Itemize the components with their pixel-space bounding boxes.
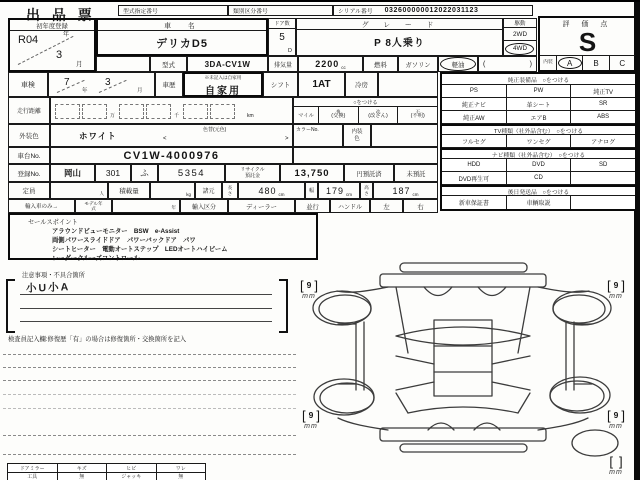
- registration-number: 5354: [158, 164, 225, 182]
- length-label: 長さ: [222, 182, 238, 199]
- height-number: 187: [392, 185, 411, 196]
- write-in-line: [3, 454, 296, 455]
- displacement-unit: cc: [341, 65, 346, 70]
- write-in-line: [3, 354, 296, 355]
- history-value-box: [183, 72, 263, 97]
- equip-ps: PS: [442, 85, 507, 97]
- month-unit: 月: [76, 61, 83, 68]
- class-category-no-box: [228, 5, 333, 16]
- model-year-value-cell: [112, 199, 180, 213]
- import-dealer-option: ディーラー: [228, 199, 295, 213]
- load-value-cell: [150, 182, 195, 199]
- recycle-deposit-label: リサイクル預託金: [225, 164, 280, 182]
- first-registration-month: 3: [56, 49, 63, 61]
- drive-selected-circle: [505, 43, 534, 55]
- tools-label: 工具: [8, 473, 58, 480]
- mileage-km-unit: km: [247, 113, 254, 119]
- empty-cell: [571, 196, 635, 209]
- opt-mark: 改: [375, 109, 381, 115]
- interior-color-label: 内装色: [343, 124, 371, 147]
- opt-text: (不明): [410, 113, 425, 120]
- opt-mark: 不: [415, 109, 420, 115]
- height-label: 高さ: [360, 182, 373, 199]
- shaken-month: 3: [105, 77, 111, 88]
- interior-grade-label: 内装: [540, 56, 557, 70]
- sales-point-line: シートヒーター 電動オートステップ LEDオートハイビーム: [52, 246, 228, 253]
- fuel-other-paren-cell: [478, 56, 537, 72]
- equip-genuine-navi: 純正ナビ: [442, 98, 507, 110]
- color-no-label: カラーNo.: [296, 127, 319, 133]
- handle-right-option: 右: [403, 199, 438, 213]
- write-in-line: [3, 380, 296, 381]
- navi-hdd: HDD: [442, 159, 507, 171]
- first-registration-year: R04: [18, 34, 39, 46]
- page-title: 出 品 票: [26, 7, 96, 23]
- recycle-not-deposited-label: 未預託: [394, 164, 438, 182]
- equipment-row: [442, 85, 635, 98]
- width-value: [318, 182, 360, 199]
- mile-label: マイル: [294, 107, 319, 123]
- aircon-label: 冷房: [345, 72, 378, 97]
- equipment-header-later-shipment: 後日発送品 ○をつける: [442, 185, 635, 196]
- bracket-close: ]: [314, 278, 318, 293]
- exterior-color-cell: [50, 124, 293, 147]
- tread-rear-left: [293, 408, 329, 430]
- mileage-man-unit: 万: [110, 113, 116, 119]
- notes-bracket-right: [279, 279, 288, 333]
- equipment-header-tv-type: TV種類（社外品含む） ○をつける: [442, 124, 635, 135]
- chassis-no-value: CV1W-4000976: [50, 147, 293, 164]
- sales-points-label: セールスポイント: [28, 219, 78, 226]
- break-label: ワレ: [175, 465, 186, 472]
- bracket-open: [: [302, 408, 306, 423]
- equip-genuine-tv: 純正TV: [593, 89, 614, 96]
- vehicle-diagram: [290, 260, 640, 480]
- sales-point-line: アラウンドビューモニター BSW e-Assist: [52, 228, 180, 235]
- model-designation-no-label: 型式指定番号: [123, 9, 158, 15]
- inspector-note: 検査員記入欄:修復歴「有」の場合は修復箇所・交換箇所を記入: [8, 336, 187, 343]
- empty-cell: [96, 56, 150, 72]
- equip-leather-seat: 革シート: [507, 98, 572, 110]
- class-category-no-label: 類別区分番号: [233, 9, 268, 15]
- drive-label: 駆動: [504, 19, 536, 28]
- registration-no-label: 登録No.: [8, 164, 50, 182]
- opt-text: (交換): [331, 113, 346, 120]
- owner-manual: 車輌取説: [507, 196, 572, 209]
- fuel-label: 燃料: [363, 56, 398, 72]
- odometer-replaced-option: [319, 107, 359, 123]
- grade-box: [296, 18, 503, 56]
- drive-box: [503, 18, 537, 56]
- interior-color-value-cell: [371, 124, 438, 147]
- tread-rear-right: [598, 408, 634, 430]
- load-label: 積載量: [108, 182, 150, 199]
- registration-region: 岡山: [50, 164, 95, 182]
- write-in-line: [3, 435, 296, 436]
- crack-label: ヒビ: [107, 464, 157, 472]
- empty-cell: [378, 72, 438, 97]
- mm-unit: mm: [609, 423, 623, 430]
- history-label: 車歴: [155, 72, 183, 97]
- capacity-unit: 人: [99, 191, 104, 196]
- cm-unit: cm: [346, 192, 353, 197]
- tv-fullseg: フルセグ: [442, 135, 507, 147]
- jack-label: ジャッキ: [107, 473, 157, 480]
- interior-grade-c: C: [619, 58, 626, 68]
- handle-left-option: 左: [370, 199, 403, 213]
- equip-abs: ABS: [597, 114, 610, 120]
- recolor-open: <: [163, 136, 167, 142]
- bracket-open: [: [300, 278, 304, 293]
- tread-fl-value: 9: [306, 280, 312, 290]
- tread-rl-value: 9: [308, 410, 314, 420]
- recycle-deposit-value: 13,750: [280, 164, 344, 182]
- cm-unit: cm: [278, 192, 285, 197]
- write-in-line: [3, 367, 296, 368]
- bracket-open: [: [607, 278, 611, 293]
- bracket-close: ]: [316, 408, 320, 423]
- model-year-unit: 年: [171, 205, 176, 210]
- first-registration-box: [8, 18, 96, 72]
- model-code-value: 3DA-CV1W: [187, 56, 268, 72]
- navi-dvd: DVD: [507, 159, 572, 171]
- rating-score: S: [578, 27, 597, 57]
- model-designation-no-box: [118, 5, 228, 16]
- rating-box: [538, 16, 637, 72]
- recolor-label: 色替(元色): [203, 127, 227, 133]
- car-name-label: 車 名: [98, 20, 266, 31]
- car-name-box: [96, 18, 268, 56]
- paren-open: (: [483, 60, 486, 68]
- load-unit: kg: [186, 192, 191, 197]
- mm-unit: mm: [304, 423, 318, 430]
- notes-bracket-left: [6, 279, 15, 333]
- sales-point-line: 両側パワースライドドア パワーバックドア パワ: [52, 237, 196, 244]
- equip-genuine-aw: 純正AW: [442, 111, 507, 123]
- color-no-cell: [293, 124, 343, 147]
- jack-none-value: 無: [178, 474, 184, 480]
- bracket-close: ]: [621, 408, 625, 423]
- serial-no-value: 032600000012022031123: [384, 7, 479, 14]
- mileage-flags-group: [293, 97, 438, 124]
- dims-label: 諸元: [195, 182, 222, 199]
- interior-grade-a: A: [557, 56, 583, 70]
- notes-line: [20, 321, 272, 322]
- tread-spare: [598, 454, 634, 476]
- capacity-label: 定員: [8, 182, 50, 199]
- drive-option-4wd: 4WD: [513, 44, 527, 52]
- rating-label: 評 価 点: [562, 21, 613, 28]
- opt-text: (改ざん): [368, 113, 388, 120]
- equipment-row: [442, 159, 635, 172]
- width-label: 幅: [305, 182, 318, 199]
- navi-sd: SD: [599, 162, 608, 168]
- equipment-header-genuine: 純正装備品 ○をつける: [442, 74, 635, 85]
- bracket-close: ]: [619, 454, 623, 469]
- interior-grade-selected-circle: [558, 57, 582, 69]
- width-number: 179: [325, 185, 345, 196]
- circle-note: ○をつける: [294, 98, 437, 107]
- height-value: [373, 182, 438, 199]
- tread-front-left: [291, 278, 327, 300]
- tv-oneseg: ワンセグ: [507, 135, 572, 147]
- mileage-digit-boxes: [50, 97, 293, 124]
- registration-kana: ふ: [131, 164, 158, 182]
- mirror-tools-table: [7, 463, 206, 480]
- exterior-color-label: 外装色: [8, 124, 50, 147]
- table-row: [8, 472, 205, 480]
- model-code-label: 型式: [150, 56, 187, 72]
- shaken-year: 7: [64, 77, 70, 88]
- equipment-row: [442, 111, 635, 124]
- tv-analog: アナログ: [591, 139, 616, 146]
- history-value: 自家用: [205, 86, 241, 97]
- serial-no-box: [333, 5, 533, 16]
- opt-mark: 換: [336, 109, 341, 115]
- write-in-line: [3, 408, 296, 409]
- mileage-label: 走行距離: [8, 97, 50, 124]
- paren-close: ): [529, 60, 532, 68]
- equip-sr: SR: [599, 101, 608, 107]
- navi-cd: CD: [507, 172, 572, 184]
- equip-airbag: エアB: [507, 111, 572, 123]
- odometer-unknown-option: [398, 107, 437, 123]
- mm-unit: mm: [609, 293, 623, 300]
- doors-value: 5: [279, 32, 285, 43]
- empty-cell: [293, 147, 438, 164]
- door-mirror-label: ドアミラー: [8, 464, 58, 472]
- capacity-value-cell: [50, 182, 108, 199]
- shift-label: シフト: [263, 72, 298, 97]
- interior-grade-b: B: [583, 56, 609, 70]
- mm-unit: mm: [302, 293, 316, 300]
- doors-box: [268, 18, 296, 56]
- equip-pw: PW: [507, 85, 572, 97]
- notes-handwritten: 小U小A: [25, 281, 71, 295]
- grade-label: グ レ ー ド: [297, 19, 502, 30]
- write-in-line: [3, 394, 296, 395]
- grade-value: P 8人乗り: [374, 38, 425, 49]
- handle-label: ハンドル: [330, 199, 370, 213]
- chassis-no-label: 車台No.: [8, 147, 50, 164]
- mileage-sen-unit: 千: [174, 113, 180, 119]
- doors-unit: D: [288, 48, 292, 54]
- shaken-label: 車検: [8, 72, 48, 97]
- sales-point-line: レーダークルーズコントロール: [52, 255, 140, 262]
- table-row: [8, 464, 205, 472]
- car-name-value: デリカD5: [156, 37, 208, 50]
- fuel-selected-circle: [440, 57, 476, 71]
- recolor-close: >: [285, 136, 289, 142]
- fuel-option-diesel: 軽油: [438, 56, 478, 72]
- shaken-year-unit: 年: [82, 88, 88, 94]
- import-class-label: 輸入区分: [180, 199, 228, 213]
- bracket-open: [: [609, 454, 613, 469]
- sales-points-box: [8, 213, 318, 260]
- bracket-close: ]: [621, 278, 625, 293]
- notes-line: [20, 308, 272, 309]
- tread-rr-value: 9: [613, 410, 619, 420]
- length-value: [238, 182, 305, 199]
- new-car-warranty-book: 新車保証書: [442, 196, 507, 209]
- model-year-label: モデル年式: [75, 199, 112, 213]
- odometer-tampered-option: [359, 107, 399, 123]
- tread-fr-value: 9: [613, 280, 619, 290]
- exterior-color-value: ホワイト: [79, 131, 117, 141]
- mm-unit: mm: [609, 469, 623, 476]
- equipment-row: [442, 98, 635, 111]
- shaken-month-unit: 月: [137, 88, 143, 94]
- equipment-grid: [440, 72, 637, 211]
- navi-dvd-playable: DVD再生可: [442, 172, 507, 184]
- shift-value: 1AT: [298, 72, 345, 97]
- serial-no-label: シリアル番号: [338, 9, 373, 15]
- registration-class: 301: [95, 164, 131, 182]
- scratch-label: キズ: [58, 464, 108, 472]
- import-only-label: 輸入車のみ→: [8, 199, 75, 213]
- equipment-row: [442, 172, 635, 185]
- bracket-open: [: [607, 408, 611, 423]
- tread-front-right: [598, 278, 634, 300]
- notes-label: 注意事項・不具合箇所: [22, 272, 85, 279]
- import-parallel-option: 並行: [295, 199, 330, 213]
- length-number: 480: [258, 185, 277, 196]
- equipment-row: [442, 196, 635, 209]
- drive-option-2wd: 2WD: [504, 28, 536, 41]
- displacement-cell: [298, 56, 363, 72]
- equipment-header-navi-type: ナビ種類（社外品含む） ○をつける: [442, 148, 635, 159]
- fuel-option-gasoline: ガソリン: [398, 56, 438, 72]
- year-unit: 年: [63, 32, 70, 38]
- cm-unit: cm: [412, 192, 419, 197]
- doors-label: ドア数: [269, 19, 295, 29]
- equipment-row: [442, 135, 635, 148]
- recycle-deposited-label: 円預託済: [344, 164, 394, 182]
- displacement-label: 排気量: [268, 56, 298, 72]
- empty-cell: [571, 172, 635, 184]
- history-note: ※未記入は自家用: [204, 75, 242, 80]
- displacement-value: 2200: [315, 59, 340, 69]
- shaken-value-cell: [48, 72, 155, 97]
- first-registration-label: 初年度登録: [10, 20, 94, 31]
- tools-none-value: 無: [58, 473, 108, 480]
